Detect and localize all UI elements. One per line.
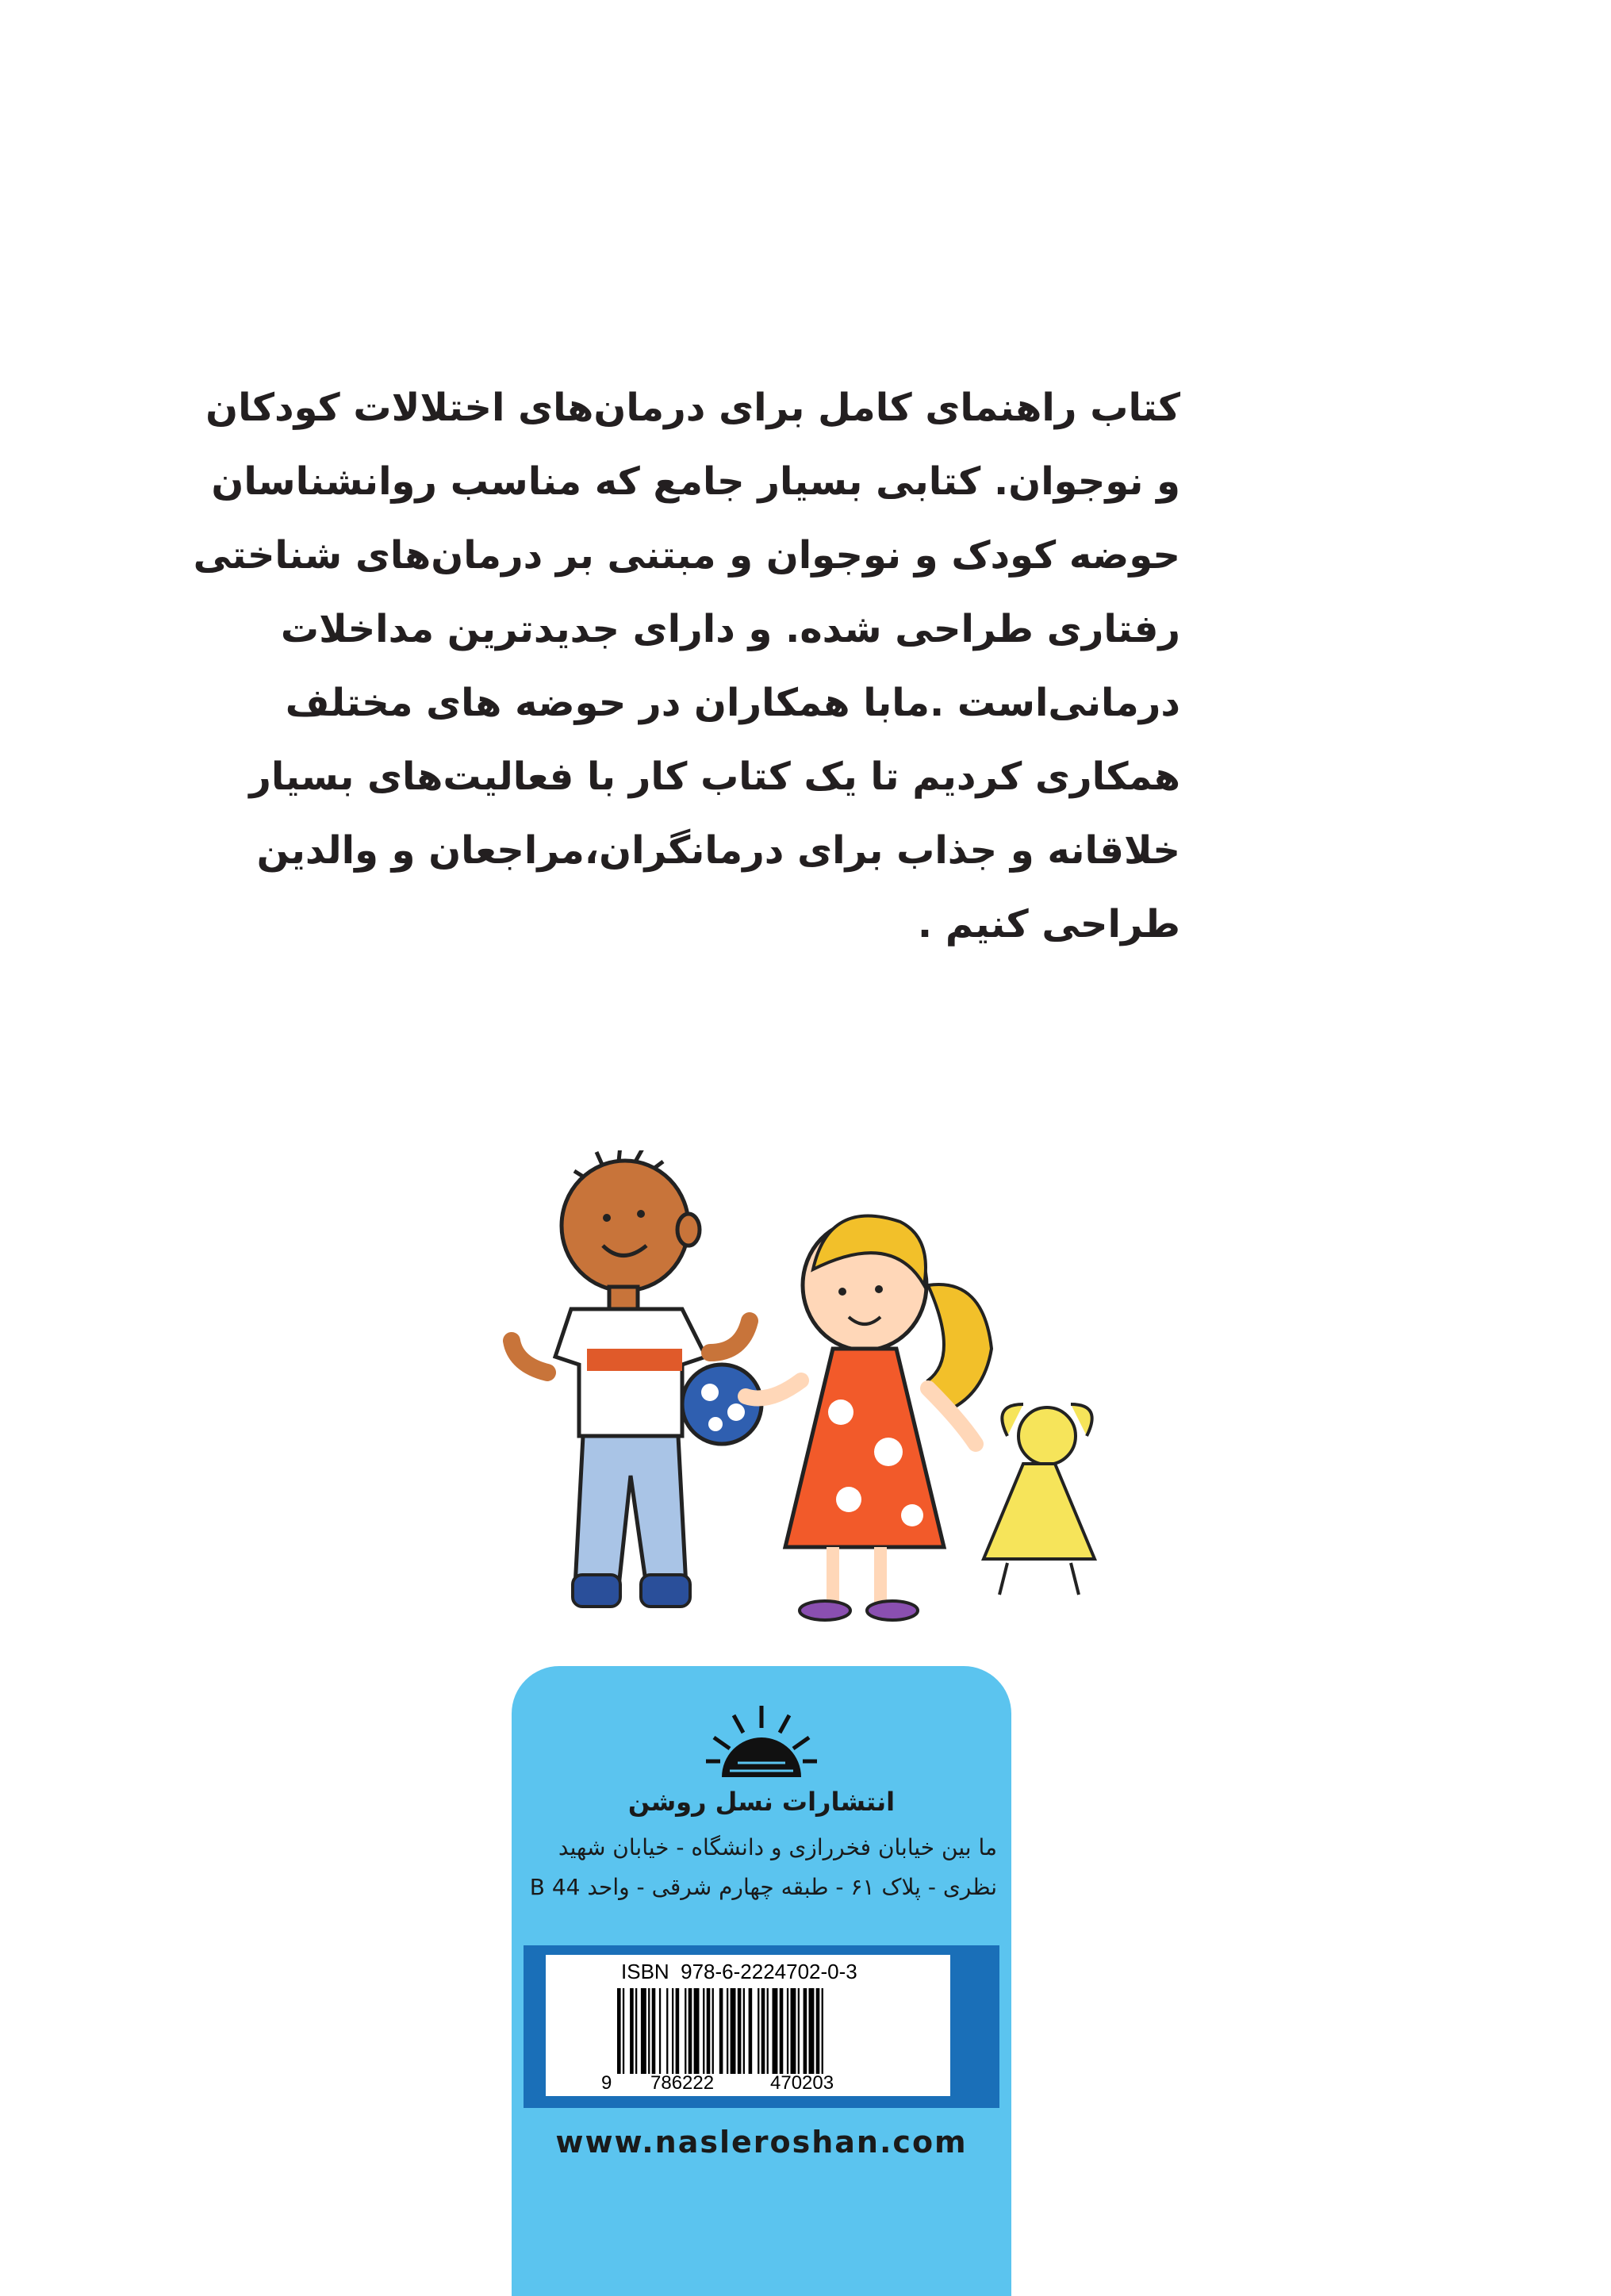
isbn-barcode <box>546 1955 950 2096</box>
barcode-digits-right: 470203 <box>770 2072 834 2094</box>
publisher-name: انتشارات نسل روشن <box>627 1787 896 1817</box>
blurb-line: همکاری کردیم تا یک کتاب کار با فعالیت‌های بسیار <box>249 754 1180 799</box>
blurb-line: کتاب راهنمای کامل برای درمان‌های اختلالات کودکان <box>205 386 1180 430</box>
children-illustration <box>500 1150 1134 1626</box>
blurb-line: رفتاری طراحی شده. و دارای جدیدترین مداخلات <box>280 607 1180 651</box>
girl-figure <box>746 1216 992 1621</box>
blurb-line: و نوجوان. کتابی بسیار جامع که مناسب روانشناسان <box>211 459 1180 504</box>
publisher-website[interactable]: www.nasleroshan.com <box>555 2125 968 2160</box>
barcode-digits-left: 786222 <box>650 2072 715 2094</box>
blurb-line: طراحی کنیم . <box>917 902 1180 946</box>
blurb-line: درمانی‌است .مابا همکاران در حوضه های مختلف <box>285 681 1180 725</box>
barcode-digit-first: 9 <box>601 2072 612 2094</box>
boy-figure <box>512 1150 761 1607</box>
doll-figure <box>984 1404 1095 1595</box>
barcode-bars <box>617 1988 879 2074</box>
publisher-address-line-2: نظری - پلاک ۶۱ - طبقه چهارم شرقی - واحد 44 B <box>529 1874 997 1900</box>
blurb-line: حوضه کودک و نوجوان و مبتنی بر درمان‌های شناختی <box>193 533 1180 578</box>
barcode-band <box>524 1945 999 2108</box>
publisher-panel <box>512 1666 1011 2296</box>
publisher-address-line-1: ما بین خیابان فخررازی و دانشگاه - خیابان شهید <box>558 1834 997 1860</box>
sunrise-logo-icon <box>706 1706 817 1781</box>
isbn-label: ISBN 978-6-2224702-0-3 <box>621 1960 857 1983</box>
blurb-line: خلاقانه و جذاب برای درمانگران،مراجعان و والدین <box>256 828 1180 873</box>
back-cover-blurb <box>193 371 1180 962</box>
